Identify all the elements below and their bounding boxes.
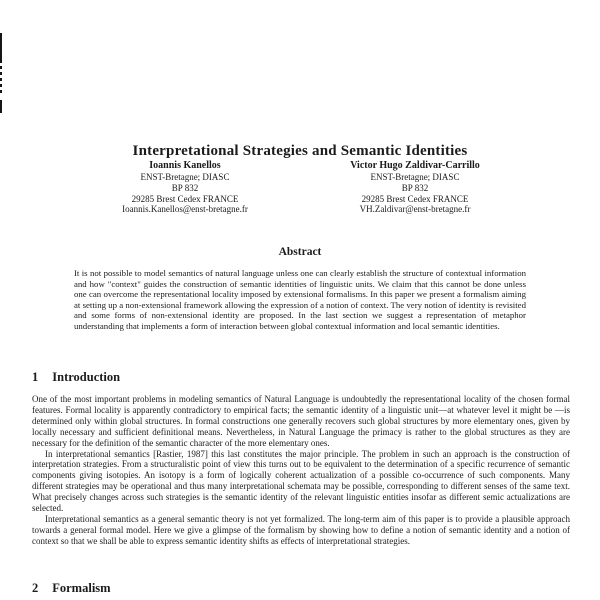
author-affiliation: ENST-Bretagne; DIASC <box>140 172 230 182</box>
abstract-text: It is not possible to model semantics of natural language unless one can clearly establish the structure of contextual information and how "context" guides the construction of semantic identities of linguistic units. We claim that this cannot be done unless one can overcome the representational locality imposed by extensional formalisms. In this paper we present a formalism aiming at setting up a non-extensional framework allowing the expression of a notion of context. The very notion of identity is revisited and some forms of non-extensional identity are proposed. In the last section we suggest a representation of metaphor understanding that implements a form of interaction between global contextual information and local semantic identities. <box>74 268 526 331</box>
section-number: 2 <box>32 581 39 595</box>
section-title: Introduction <box>52 370 121 384</box>
author-2 <box>300 160 530 215</box>
section-heading-formalism <box>32 581 111 596</box>
scan-edge-artifact <box>0 100 2 113</box>
abstract-heading: Abstract <box>278 246 322 258</box>
scan-edge-artifact <box>0 66 2 93</box>
author-name: Victor Hugo Zaldivar-Carrillo <box>350 160 480 171</box>
section-number: 1 <box>32 370 39 384</box>
section-heading-introduction <box>32 370 120 385</box>
author-city: 29285 Brest Cedex FRANCE <box>361 193 469 204</box>
paragraph: Interpretational semantics as a general semantic theory is not yet formalized. The long-term aim of this paper is to provide a plausible approach towards a general formal model. Here we give a glimpse of the formalism by showing how to define a notion of semantic identity and a notion of context so that we shall be able to express semantic identity shifts as effects of interpretational strategies. <box>32 513 570 546</box>
paper-title: Interpretational Strategies and Semantic Identities <box>132 143 468 160</box>
author-name: Ioannis Kanellos <box>149 160 221 171</box>
section-title: Formalism <box>52 581 111 595</box>
author-email: VH.Zaldivar@enst-bretagne.fr <box>359 204 471 215</box>
author-block <box>70 160 530 215</box>
author-city: 29285 Brest Cedex FRANCE <box>131 193 239 204</box>
paragraph: In interpretational semantics [Rastier, 1987] this last constitutes the major principle. The problem in such an approach is the construction of interpretation strategies. From a structuralistic point of view this turns out to be equivalent to the determination of a specific recurrence of semantic components giving isotopies. An isotopy is a form of logically coherent actualization of a possible co-occurrence of such components. Many different strategies may be operational and thus many interpretational schemata may be possible, corresponding to different senses of the same text. What precisely changes across such strategies is the semantic identity of the relevant linguistic entities insofar as different semic actualizations are selected. <box>32 448 570 514</box>
author-email: Ioannis.Kanellos@enst-bretagne.fr <box>122 204 248 215</box>
author-box: BP 832 <box>171 182 199 193</box>
author-1 <box>70 160 300 215</box>
author-affiliation: ENST-Bretagne; DIASC <box>370 172 460 182</box>
introduction-body <box>32 394 570 547</box>
scan-edge-artifact <box>0 33 2 63</box>
author-box: BP 832 <box>401 182 429 193</box>
paragraph: One of the most important problems in modeling semantics of Natural Language is undoubtedly the representational locality of the chosen formal features. Formal locality is apparently contradictory to empirical facts; the semantic identity of a linguistic unit—at whatever level it might be —is determined only within global structures. In formal constructions one generally recovers such global structures by more elementary ones, given by locally necessary and sufficient definitional means. Nevertheless, in Natural Language the primacy is rather to the global structures as they are necessary for the definition of the semantic character of the more elementary ones. <box>32 394 570 448</box>
